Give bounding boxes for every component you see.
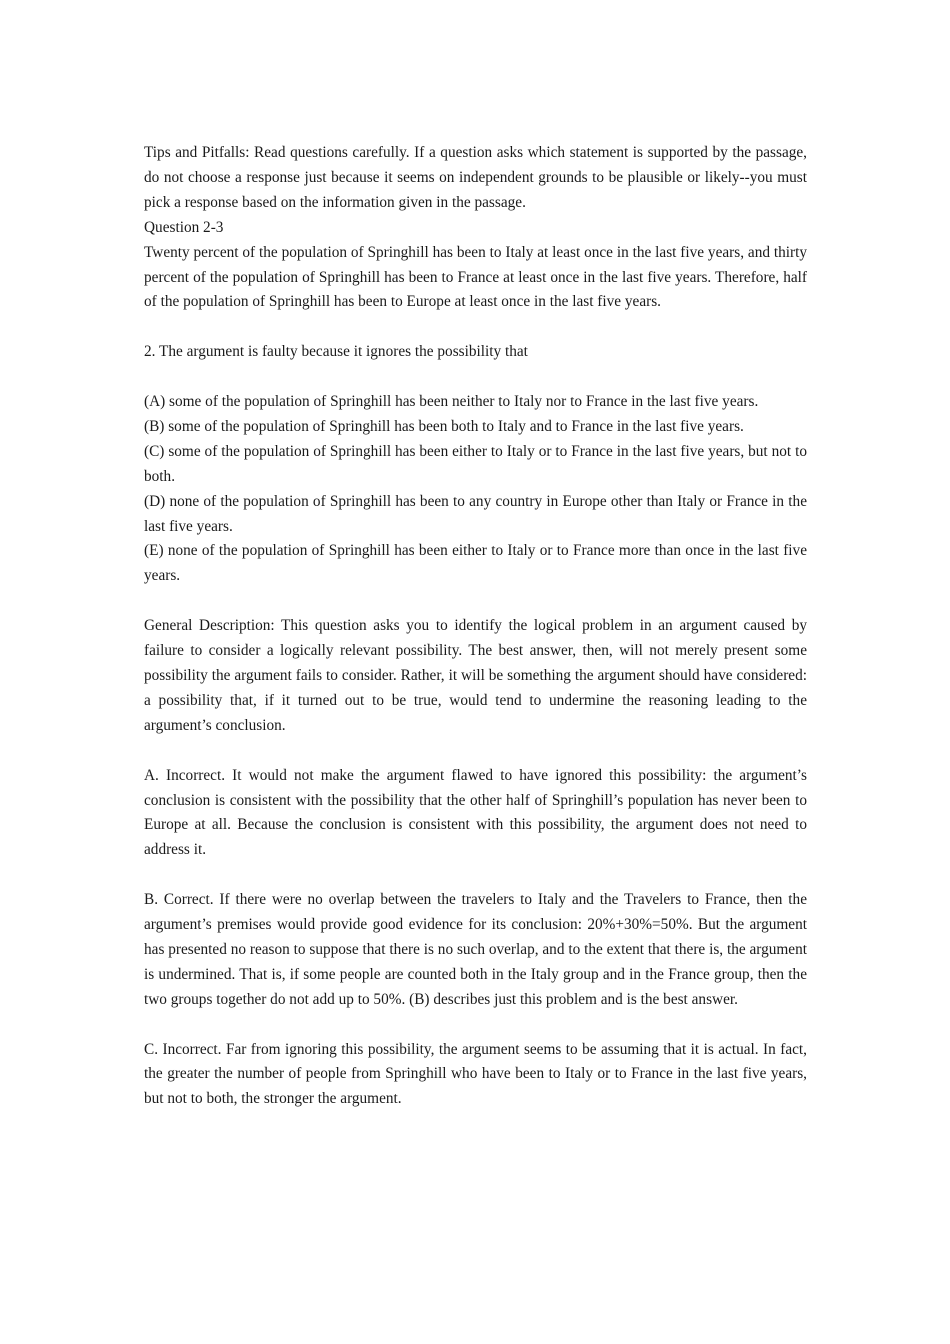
option-d: (D) none of the population of Springhill has been to any country in Europe other than Italy or France in the last five years. xyxy=(144,492,807,535)
passage-paragraph: Twenty percent of the population of Springhill has been to Italy at least once in the last five years, and thirty percent of the population of Springhill has been to France at least once in the last five years. Therefore, half of the population of Springhill has been to Europe at least once in the last five years. xyxy=(144,243,807,311)
spacer xyxy=(144,1013,807,1038)
spacer xyxy=(144,863,807,888)
spacer xyxy=(144,589,807,614)
option-c: (C) some of the population of Springhill has been either to Italy or to France in the last five years, but not to both. xyxy=(144,442,807,485)
explanation-c: C. Incorrect. Far from ignoring this possibility, the argument seems to be assuming that it is actual. In fact, the greater the number of people from Springhill who have been to Italy or to France in the last five years, but not to both, the stronger the argument. xyxy=(144,1040,807,1108)
option-b: (B) some of the population of Springhill has been both to Italy and to France in the last five years. xyxy=(144,417,744,435)
tips-paragraph: Tips and Pitfalls: Read questions carefully. If a question asks which statement is supported by the passage, do not choose a response just because it seems on independent grounds to be plausible or likely--you must pick a response based on the information given in the passage. xyxy=(144,144,807,211)
explanation-b: B. Correct. If there were no overlap between the travelers to Italy and the Travelers to France, then the argument’s premises would provide good evidence for its conclusion: 20%+30%=50%. But the argument has presented no reason to suppose that there is no such overlap, and to the extent that there is, the argument is undermined. That is, if some people are counted both in the Italy group and in the France group, then the two groups together do not add up to 50%. (B) describes just this problem and is the best answer. xyxy=(144,891,807,1008)
spacer xyxy=(144,739,807,764)
question-label: Question 2-3 xyxy=(144,218,224,236)
question-stem: 2. The argument is faulty because it ignores the possibility that xyxy=(144,343,528,361)
answer-options xyxy=(144,390,807,589)
option-e: (E) none of the population of Springhill has been either to Italy or to France more than once in the last five years. xyxy=(144,542,807,585)
option-a: (A) some of the population of Springhill has been neither to Italy nor to France in the last five years. xyxy=(144,393,759,411)
spacer xyxy=(144,365,807,390)
spacer xyxy=(144,315,807,340)
explanation-a: A. Incorrect. It would not make the argument flawed to have ignored this possibility: the argument’s conclusion is consistent with the possibility that the other half of Springhill’s population has never been to Europe at all. Because the conclusion is consistent with this possibility, the argument does not need to address it. xyxy=(144,766,807,859)
document-page xyxy=(144,141,807,1112)
general-description: General Description: This question asks you to identify the logical problem in an argument caused by failure to consider a logically relevant possibility. The best answer, then, will not merely present some possibility the argument fails to consider. Rather, it will be something the argument should have considered: a possibility that, if it turned out to be true, would tend to undermine the reasoning leading to the argument’s conclusion. xyxy=(144,617,807,734)
